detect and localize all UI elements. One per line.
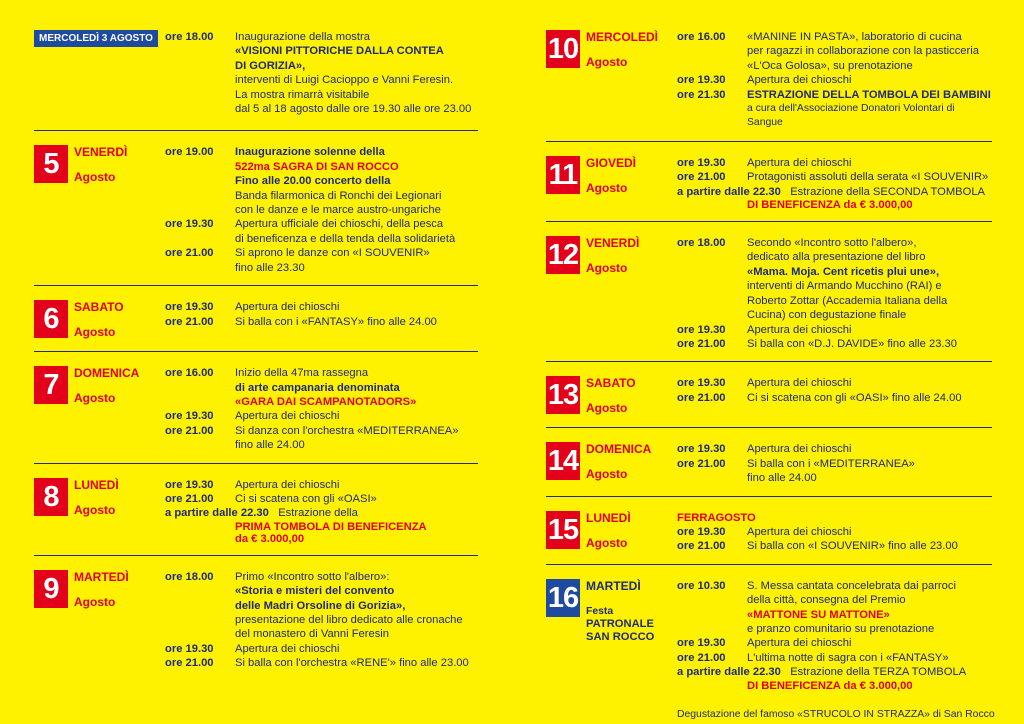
event-line: con le danze e le marce austro-ungariche bbox=[235, 204, 441, 217]
event-list bbox=[165, 145, 478, 275]
event bbox=[165, 492, 478, 506]
event-list bbox=[677, 511, 992, 554]
event-text: Apertura dei chioschi bbox=[747, 377, 852, 390]
event-line: Banda filarmonica di Ronchi dei Legionari bbox=[235, 189, 442, 202]
day-month: Agosto bbox=[74, 391, 116, 406]
event-time: ore 18.00 bbox=[165, 31, 214, 43]
day-header bbox=[546, 156, 677, 211]
event-list bbox=[677, 376, 992, 417]
event-line: Si danza con l'orchestra «MEDITERRANEA» bbox=[235, 424, 459, 437]
event-line: 522ma SAGRA DI SAN ROCCO bbox=[235, 160, 399, 173]
event-line: fino alle 24.00 bbox=[235, 439, 305, 452]
event-list bbox=[165, 30, 478, 116]
day-number-badge: 13 bbox=[546, 376, 580, 414]
day-number-badge: 5 bbox=[34, 145, 68, 183]
event-text: L'ultima notte di sagra con i «FANTASY» bbox=[747, 651, 949, 664]
event bbox=[165, 424, 478, 453]
event-time: ore 21.00 bbox=[677, 171, 726, 184]
event-time: ore 19.30 bbox=[677, 74, 726, 87]
event-text bbox=[747, 30, 992, 73]
event-text: Apertura dei chioschi bbox=[747, 323, 852, 336]
subtitle-line: Festa bbox=[586, 605, 614, 617]
day-aug-10 bbox=[546, 30, 992, 141]
event-line: «L'Oca Golosa», su prenotazione bbox=[747, 59, 913, 72]
event-time: ore 19.30 bbox=[165, 642, 214, 655]
event-list bbox=[677, 579, 992, 692]
event-line: delle Madri Orsoline di Gorizia», bbox=[235, 599, 406, 612]
day-name: DOMENICA bbox=[586, 442, 652, 457]
event-text: Apertura dei chioschi bbox=[235, 410, 340, 423]
day-name: LUNEDÌ bbox=[74, 477, 119, 492]
day-aug-9 bbox=[34, 555, 478, 681]
event-time: ore 19.30 bbox=[677, 323, 726, 336]
extraction-label: Estrazione della SECONDA TOMBOLA bbox=[790, 185, 986, 198]
event-list bbox=[677, 156, 992, 211]
event-text bbox=[235, 246, 478, 275]
event-text: Si balla con «D.J. DAVIDE» fino alle 23.30 bbox=[747, 337, 957, 350]
event-line: «MANINE IN PASTA», laboratorio di cucina bbox=[747, 31, 962, 43]
day-month: Agosto bbox=[586, 535, 628, 550]
day-month: Agosto bbox=[74, 170, 116, 185]
event-line: «VISIONI PITTORICHE DALLA CONTEA bbox=[235, 45, 444, 58]
event-text: Si balla con «I SOUVENIR» fino alle 23.00 bbox=[747, 540, 958, 553]
day-header bbox=[34, 30, 165, 116]
event bbox=[165, 570, 478, 642]
day-number-badge: 11 bbox=[546, 156, 580, 194]
event bbox=[677, 170, 992, 184]
event-list bbox=[165, 300, 478, 341]
event-text bbox=[235, 424, 478, 453]
day-name: MARTEDÌ bbox=[586, 578, 641, 593]
day-header bbox=[34, 145, 165, 275]
event bbox=[165, 366, 478, 409]
day-name: GIOVEDÌ bbox=[586, 155, 637, 170]
day-header bbox=[34, 366, 165, 452]
extraction-label: Estrazione della TERZA TOMBOLA bbox=[790, 666, 967, 679]
day-aug-8 bbox=[34, 463, 478, 555]
event bbox=[677, 73, 992, 87]
event-text: Apertura dei chioschi bbox=[235, 301, 340, 314]
day-month: Agosto bbox=[586, 180, 628, 195]
event-line: presentazione del libro dedicato alle cronache bbox=[235, 613, 463, 626]
event-line: Secondo «Incontro sotto l'albero», bbox=[747, 237, 917, 250]
event-time: ore 19.30 bbox=[677, 443, 726, 456]
event-text bbox=[747, 457, 992, 486]
day-month: Agosto bbox=[586, 55, 628, 69]
event-line: Roberto Zottar (Accademia Italiana della bbox=[747, 294, 948, 307]
event-time: ore 19.00 bbox=[165, 146, 214, 159]
event bbox=[165, 246, 478, 275]
event-text: Protagonisti assoluti della serata «I SOUVENIR» bbox=[747, 171, 989, 184]
day-aug-3 bbox=[34, 30, 478, 130]
day-header bbox=[34, 570, 165, 671]
event bbox=[677, 337, 992, 351]
day-month: Agosto bbox=[586, 467, 628, 482]
day-aug-16 bbox=[546, 564, 992, 702]
event bbox=[677, 457, 992, 486]
extraction-detail bbox=[677, 680, 992, 692]
event bbox=[165, 409, 478, 423]
event-list bbox=[677, 442, 992, 485]
event-line: DI BENEFICENZA da € 3.000,00 bbox=[747, 679, 913, 692]
day-aug-12 bbox=[546, 221, 992, 361]
event-text bbox=[235, 145, 478, 217]
day-number-badge: 7 bbox=[34, 366, 68, 404]
event bbox=[677, 442, 992, 456]
event-text bbox=[235, 217, 478, 246]
event-line: Inizio della 47ma rassegna bbox=[235, 367, 369, 380]
day-name: MERCOLEDÌ bbox=[586, 30, 658, 44]
event-list bbox=[677, 236, 992, 351]
event-time: ore 21.00 bbox=[165, 424, 214, 437]
day-header bbox=[546, 376, 677, 417]
event-time: ore 19.30 bbox=[165, 218, 214, 231]
day-aug-7 bbox=[34, 351, 478, 462]
event-time: ore 21.00 bbox=[677, 540, 726, 553]
event-line: La mostra rimarrà visitabile bbox=[235, 88, 370, 101]
event-line: a cura dell'Associazione Donatori Volontari di Sangue bbox=[747, 103, 955, 129]
event-line: Fino alle 20.00 concerto della bbox=[235, 175, 391, 188]
event-text: Si balla con i «FANTASY» fino alle 24.00 bbox=[235, 315, 437, 328]
event-line: della città, consegna del Premio bbox=[747, 594, 906, 607]
subtitle-line: SAN ROCCO bbox=[586, 630, 655, 643]
day-number-badge: 15 bbox=[546, 511, 580, 549]
extraction-label: Estrazione della bbox=[278, 507, 358, 520]
event-list bbox=[165, 478, 478, 545]
event-time: ore 21.00 bbox=[165, 315, 214, 328]
event-time: ore 21.00 bbox=[677, 651, 726, 664]
day-name: DOMENICA bbox=[74, 366, 140, 381]
event-text: Ci si scatena con gli «OASI» fino alle 24.00 bbox=[747, 391, 962, 404]
day-month: Agosto bbox=[586, 401, 628, 416]
day-header bbox=[546, 579, 677, 692]
day-aug-15 bbox=[546, 496, 992, 564]
event-line: interventi di Armando Mucchino (RAI) e bbox=[747, 280, 942, 293]
day-month: Agosto bbox=[74, 325, 116, 340]
event-time: ore 21.00 bbox=[165, 657, 214, 670]
day-name: MARTEDÌ bbox=[74, 569, 129, 584]
day-name: LUNEDÌ bbox=[586, 510, 631, 525]
event-line: DI GORIZIA», bbox=[235, 59, 306, 72]
event-time: ore 19.30 bbox=[677, 156, 726, 169]
event-text bbox=[235, 570, 478, 642]
footer-note: Degustazione del famoso «STRUCOLO IN STRAZZA» di San Rocco bbox=[677, 708, 995, 720]
event-text: Apertura dei chioschi bbox=[747, 74, 852, 87]
subtitle-line: PATRONALE bbox=[586, 617, 654, 630]
event bbox=[677, 391, 992, 405]
event bbox=[165, 145, 478, 217]
day-number-badge: 10 bbox=[546, 30, 580, 68]
event-line: Si balla con i «MEDITERRANEA» bbox=[747, 457, 915, 470]
event-line: S. Messa cantata concelebrata dai parroci bbox=[747, 579, 956, 592]
event bbox=[677, 376, 992, 390]
day-number-badge: 6 bbox=[34, 300, 68, 338]
event-line: di arte campanaria denominata bbox=[235, 381, 400, 394]
event bbox=[165, 642, 478, 656]
event bbox=[677, 636, 992, 650]
event-line: e pranzo comunitario su prenotazione bbox=[747, 622, 935, 635]
event-text bbox=[747, 88, 992, 131]
event bbox=[677, 651, 992, 665]
event-line: dal 5 al 18 agosto dalle ore 19.30 alle ore 23.00 bbox=[235, 103, 472, 116]
event-line: Apertura ufficiale dei chioschi, della pesca bbox=[235, 218, 444, 231]
event bbox=[165, 30, 478, 116]
day-aug-14 bbox=[546, 427, 992, 495]
event-line: da € 3.000,00 bbox=[235, 532, 305, 545]
extraction-time: a partire dalle 22.30 bbox=[677, 185, 781, 198]
day-aug-13 bbox=[546, 361, 992, 427]
event-time: ore 19.30 bbox=[165, 478, 214, 491]
day-subtitle bbox=[586, 605, 654, 644]
day-month: Agosto bbox=[586, 261, 628, 276]
event-time: ore 18.00 bbox=[677, 237, 726, 250]
event-line: del monastero di Vanni Feresin bbox=[235, 628, 390, 641]
day-header bbox=[546, 511, 677, 554]
day-aug-5 bbox=[34, 130, 478, 285]
event-text: Apertura dei chioschi bbox=[747, 156, 852, 169]
event-text: Apertura dei chioschi bbox=[747, 525, 852, 538]
event-list bbox=[165, 570, 478, 671]
event-line: interventi di Luigi Cacioppo e Vanni Feresin. bbox=[235, 74, 454, 87]
day-aug-11 bbox=[546, 141, 992, 221]
event-line: «Storia e misteri del convento bbox=[235, 585, 395, 598]
event-time: ore 21.00 bbox=[165, 247, 214, 260]
event-time: ore 16.00 bbox=[677, 31, 726, 43]
event-line: Inaugurazione solenne della bbox=[235, 146, 385, 159]
event-text: Si balla con l'orchestra «RENE'» fino alle 23.00 bbox=[235, 657, 469, 670]
event-line: fino alle 23.30 bbox=[235, 261, 305, 274]
event-line: «MATTONE SU MATTONE» bbox=[747, 608, 890, 621]
day-name: VENERDÌ bbox=[74, 145, 128, 160]
event-list bbox=[677, 30, 992, 131]
event-line: «GARA DAI SCAMPANOTADORS» bbox=[235, 395, 417, 408]
day-header bbox=[34, 478, 165, 545]
event-text bbox=[747, 236, 992, 322]
event bbox=[165, 315, 478, 329]
event-line: DI BENEFICENZA da € 3.000,00 bbox=[747, 199, 913, 212]
day-header bbox=[546, 442, 677, 485]
day-header bbox=[546, 30, 677, 131]
event-time: ore 21.00 bbox=[677, 457, 726, 470]
day-number-badge: 9 bbox=[34, 570, 68, 608]
event-text: Apertura dei chioschi bbox=[747, 637, 852, 650]
event bbox=[677, 579, 992, 637]
event-time: ore 19.30 bbox=[677, 377, 726, 390]
event-line: PRIMA TOMBOLA DI BENEFICENZA bbox=[235, 520, 427, 533]
day-month: Agosto bbox=[74, 594, 116, 609]
event-time: ore 16.00 bbox=[165, 367, 214, 380]
event-line: fino alle 24.00 bbox=[747, 472, 817, 485]
event bbox=[677, 88, 992, 131]
extraction-detail bbox=[165, 521, 478, 545]
date-badge: MERCOLEDÌ 3 AGOSTO bbox=[34, 30, 158, 47]
event bbox=[677, 30, 992, 73]
day-name: SABATO bbox=[586, 376, 636, 391]
day-month: Agosto bbox=[74, 502, 116, 517]
event-time: ore 21.30 bbox=[677, 88, 726, 101]
event-text bbox=[235, 30, 478, 116]
event bbox=[165, 217, 478, 246]
event bbox=[165, 300, 478, 314]
event-line: di beneficenza e della tenda della solidarietà bbox=[235, 232, 456, 245]
event-line: Inaugurazione della mostra bbox=[235, 31, 370, 43]
event bbox=[677, 525, 992, 539]
event bbox=[165, 656, 478, 670]
event-line: ESTRAZIONE DELLA TOMBOLA DEI BAMBINI bbox=[747, 88, 991, 101]
event-time: ore 21.00 bbox=[165, 492, 214, 505]
extraction-note bbox=[677, 665, 992, 679]
day-header bbox=[34, 300, 165, 341]
event-line: Cucina) con degustazione finale bbox=[747, 309, 907, 322]
day-number-badge: 12 bbox=[546, 236, 580, 274]
event-time: ore 19.30 bbox=[165, 410, 214, 423]
left-column bbox=[34, 30, 478, 681]
extraction-time: a partire dalle 22.30 bbox=[165, 507, 269, 520]
day-number-badge: 14 bbox=[546, 442, 580, 480]
event-line: per ragazzi in collaborazione con la pasticceria bbox=[747, 45, 979, 58]
holiday-title: FERRAGOSTO bbox=[677, 511, 756, 524]
event-text: Apertura dei chioschi bbox=[235, 642, 340, 655]
event-time: ore 21.00 bbox=[677, 337, 726, 350]
event-line: «Mama. Moja. Cent ricetis plui une», bbox=[747, 265, 940, 278]
event-line: Primo «Incontro sotto l'albero»: bbox=[235, 570, 390, 583]
extraction-note bbox=[165, 506, 478, 520]
extraction-time: a partire dalle 22.30 bbox=[677, 666, 781, 679]
day-header bbox=[546, 236, 677, 351]
day-number-badge: 16 bbox=[546, 579, 580, 617]
event-time: ore 10.30 bbox=[677, 579, 726, 592]
event-time: ore 19.30 bbox=[165, 301, 214, 314]
event-line: Si aprono le danze con «I SOUVENIR» bbox=[235, 247, 430, 260]
event-time: ore 21.00 bbox=[677, 391, 726, 404]
day-aug-6 bbox=[34, 285, 478, 351]
event-text bbox=[235, 366, 478, 409]
right-column bbox=[546, 30, 995, 720]
event-text: Ci si scatena con gli «OASI» bbox=[235, 492, 377, 505]
event bbox=[677, 323, 992, 337]
day-name: SABATO bbox=[74, 300, 124, 315]
event-time: ore 18.00 bbox=[165, 570, 214, 583]
event-time: ore 19.30 bbox=[677, 525, 726, 538]
extraction-note bbox=[677, 185, 992, 199]
event bbox=[677, 539, 992, 553]
extraction-detail bbox=[677, 199, 992, 211]
event-text bbox=[747, 579, 992, 637]
event bbox=[677, 236, 992, 322]
event-list bbox=[165, 366, 478, 452]
day-number-badge: 8 bbox=[34, 478, 68, 516]
event-time: ore 19.30 bbox=[677, 637, 726, 650]
event-text: Apertura dei chioschi bbox=[235, 478, 340, 491]
day-name: VENERDÌ bbox=[586, 236, 640, 251]
event bbox=[677, 156, 992, 170]
event bbox=[165, 478, 478, 492]
event-line: dedicato alla presentazione del libro bbox=[747, 251, 926, 264]
event-text: Apertura dei chioschi bbox=[747, 443, 852, 456]
